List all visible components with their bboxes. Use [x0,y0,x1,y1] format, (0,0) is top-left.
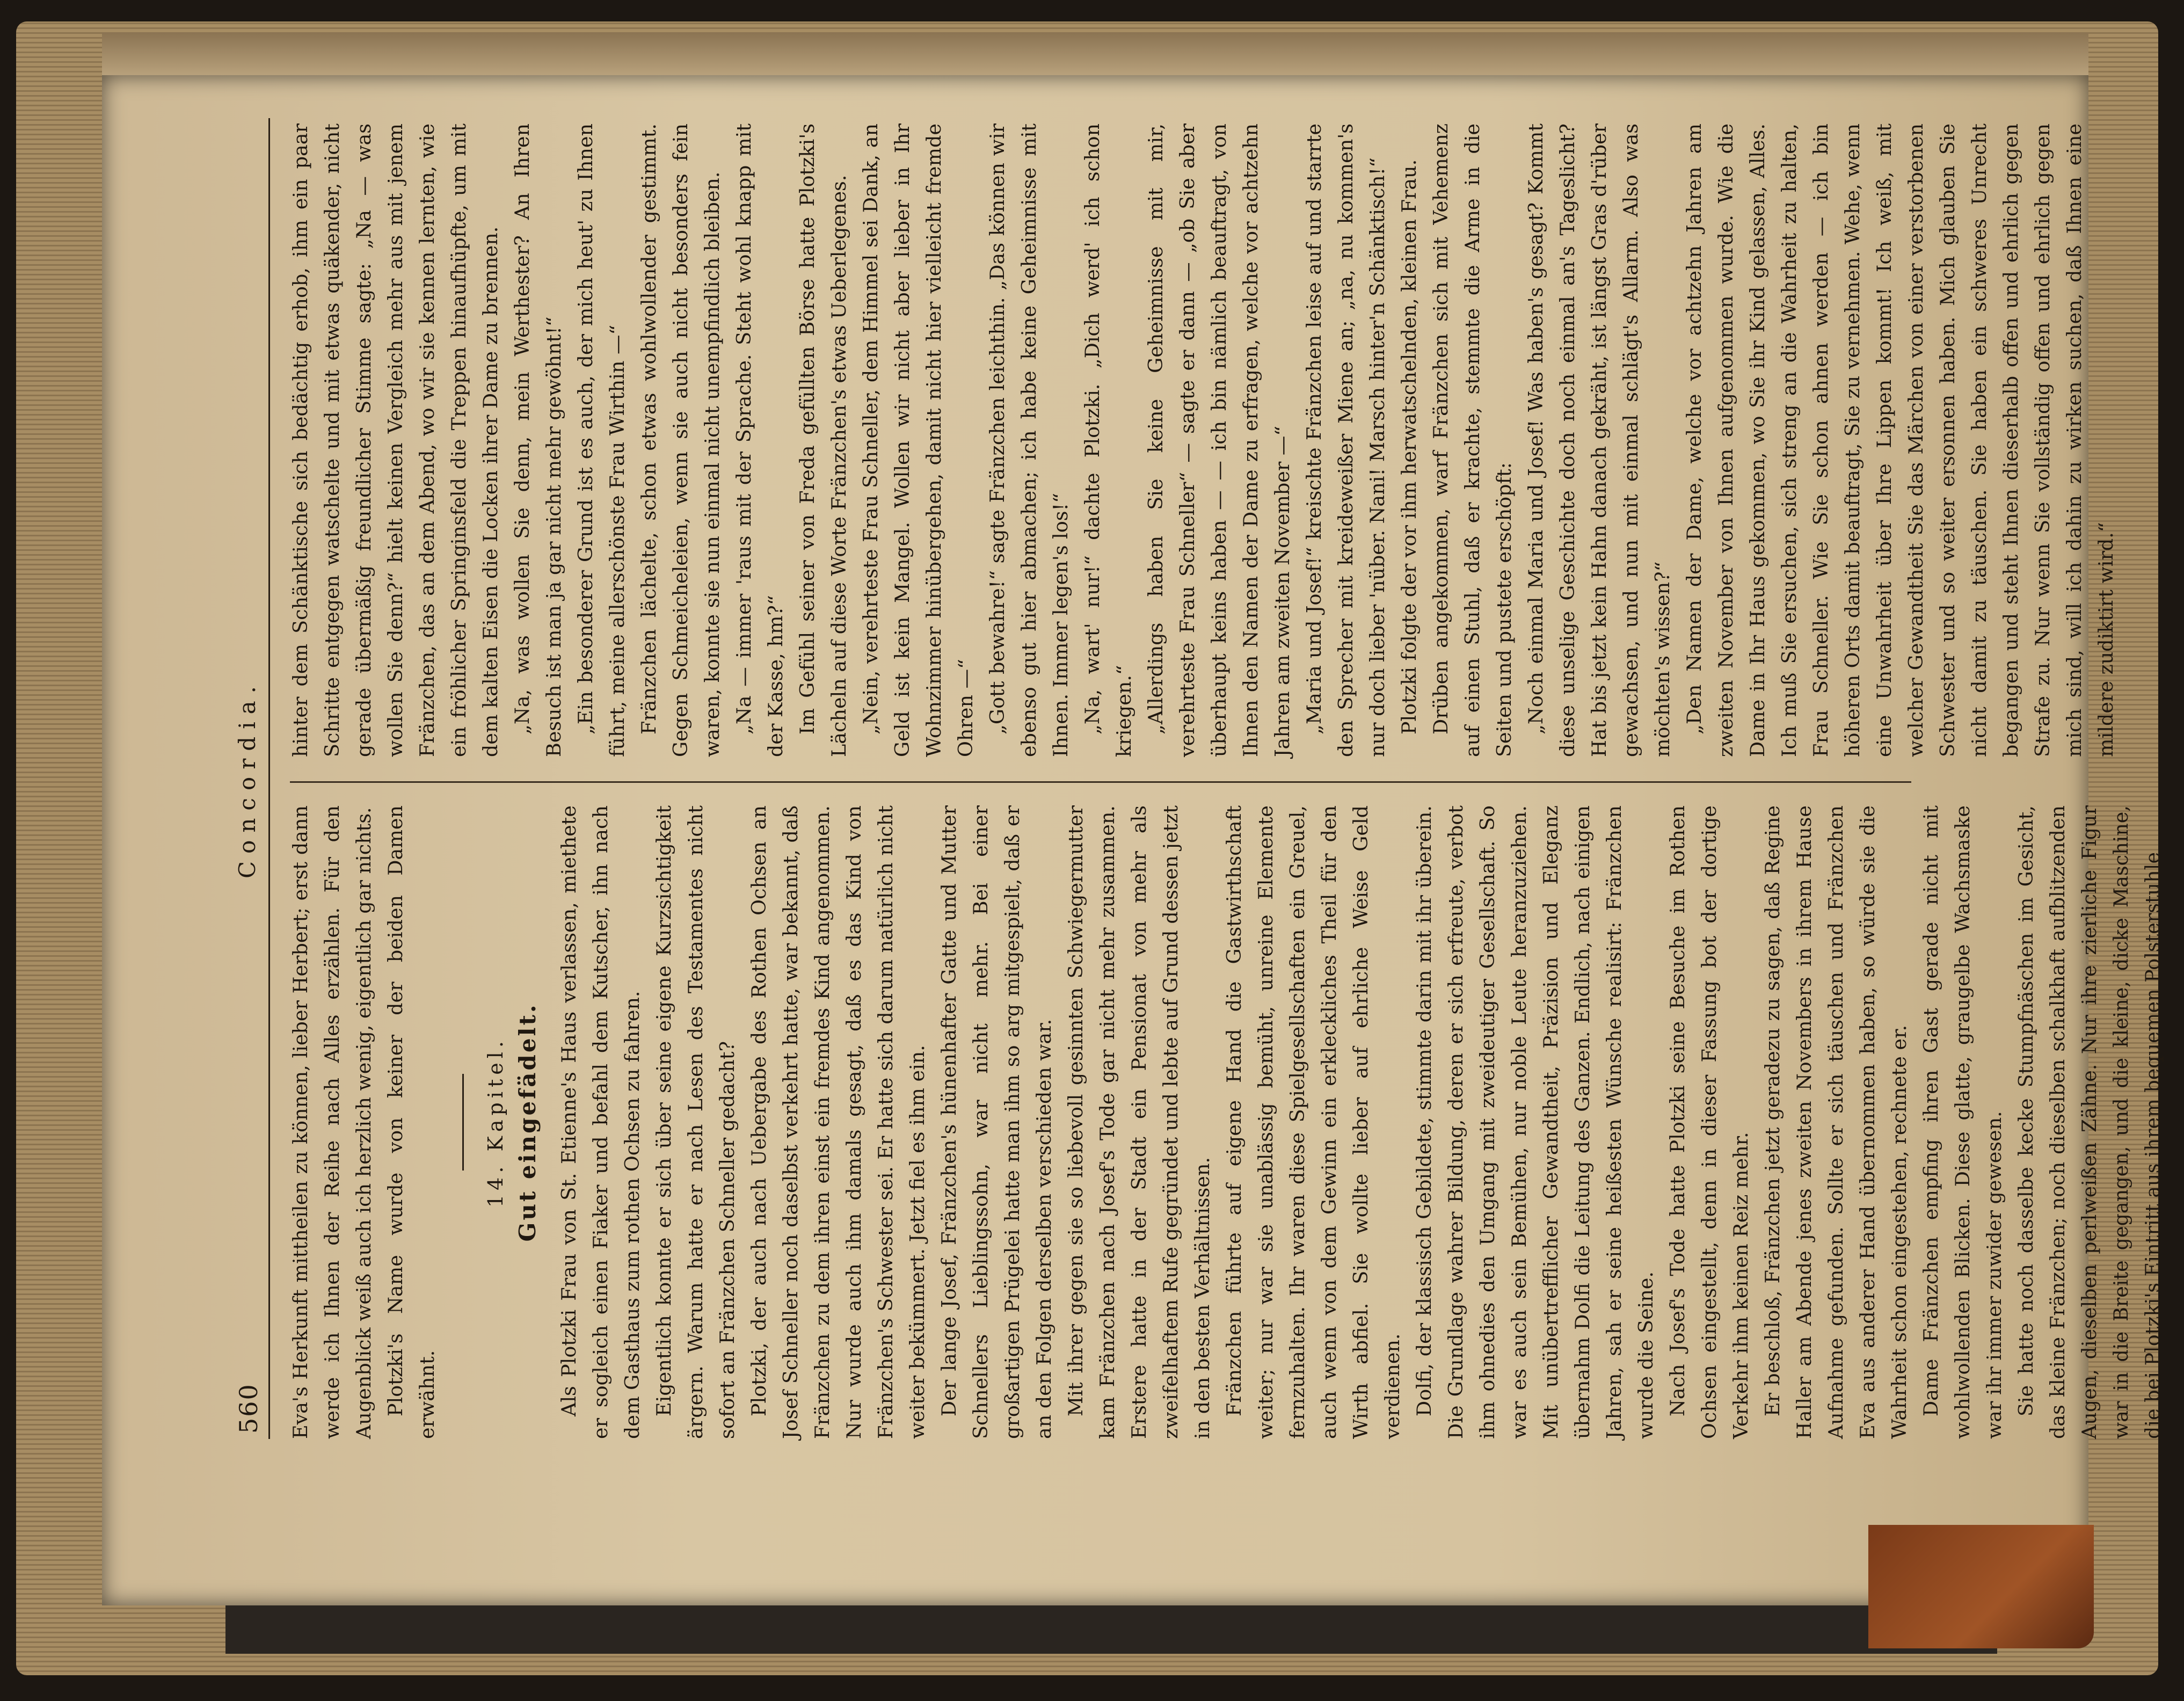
divider-rule [462,1074,464,1171]
paragraph: Eva's Herkunft mittheilen zu können, lieber Herbert; erst dann werde ich Ihnen der Reihe nach Alles erzählen. Für den Augenblick weiß auch ich herzlich wenig, eigentlich gar nichts. [289,805,375,1439]
paragraph: Mit ihrer gegen sie so liebevoll gesinnten Schwiegermutter kam Fränzchen nach Josef's Tode gar nicht mehr zusammen. Erstere hatte in der Stadt ein Pensionat von mehr als zweifelhaftem Rufe gegründet und lebte auf Grund dessen jetzt in den besten Verhältnissen. [1064,805,1214,1439]
paragraph: Dame Fränzchen empfing ihren Gast gerade nicht mit wohlwollenden Blicken. Diese glatte, graugelbe Wachsmaske war ihr immer zuwider gewesen. [1919,805,2006,1439]
paragraph: Im Gefühl seiner von Freda gefüllten Börse hatte Plotzki's Lächeln auf diese Worte Fränzchen's etwas Ueberlegenes. [796,123,850,757]
paragraph: Fränzchen führte auf eigene Hand die Gastwirthschaft weiter; nur war sie unablässig bemüht, unreine Elemente fernzuhalten. Ihr waren diese Spielgesellschaften ein Greuel, auch wenn von dem Gewinn ein erkleckliches Theil für den Wirth abfiel. Sie wollte lieber auf ehrliche Weise Geld verdienen. [1222,805,1404,1439]
paragraph: „Den Namen der Dame, welche vor achtzehn Jahren am zweiten November von Ihnen aufgenommen wurde. Wie die Dame in Ihr Haus gekommen, wo Sie ihr Kind gelassen, Alles. Ich muß Sie ersuchen, sich streng an die Wahrheit zu halten, Frau Schneller. Wie Sie schon ahnen werden — ich bin höheren Orts damit beauftragt, Sie zu vernehmen. Wehe, wenn eine Unwahrheit über Ihre Lippen kommt! Ich weiß, mit welcher Gewandtheit Sie das Märchen von einer verstorbenen Schwester und so weiter ersonnen haben. Mich glauben Sie nicht damit zu täuschen. Sie haben ein schweres Unrecht begangen und steht Ihnen dieserhalb offen und ehrlich gegen Strafe zu. Nur wenn Sie vollständig offen und ehrlich gegen mich sind, will ich dahin zu wirken suchen, daß Ihnen eine mildere zudiktirt wird.“ [1683,123,2117,757]
leather-corner [1868,1525,2094,1648]
paragraph: Fränzchen lächelte, schon etwas wohlwollender gestimmt. Gegen Schmeicheleien, wenn sie auch nicht besonders fein waren, konnte sie nun einmal nicht unempfindlich bleiben. [637,123,724,757]
paragraph: „Nein, verehrteste Frau Schneller, dem Himmel sei Dank, an Geld ist kein Mangel. Wollen wir nicht aber lieber in Ihr Wohnzimmer hinübergehen, damit nicht hier vielleicht fremde Ohren —“ [859,123,977,757]
paragraph: Nach Josef's Tode hatte Plotzki seine Besuche im Rothen Ochsen eingestellt, denn in dieser Fassung bot der dortige Verkehr ihm keinen Reiz mehr. [1666,805,1752,1439]
paragraph: Plotzki folgte der vor ihm herwatschelnden, kleinen Frau. [1397,159,1421,735]
paragraph: Dolfi, der klassisch Gebildete, stimmte darin mit ihr überein. Die Grundlage wahrer Bildung, deren er sich erfreute, verbot ihm ohnedies den Umgang mit zweideutiger Gesellschaft. So war es auch sein Bemühen, nur noble Leute heranzuziehen. Mit unübertrefflicher Gewandtheit, Präzision und Eleganz übernahm Dolfi die Leitung des Ganzen. Endlich, nach einigen Jahren, sah er seine heißesten Wünsche realisirt: Fränzchen wurde die Seine. [1413,805,1657,1439]
paragraph: Plotzki's Name wurde von keiner der beiden Damen erwähnt. [384,805,439,1439]
page-text-block [231,118,2164,1439]
paragraph: hinter dem Schänktische sich bedächtig erhob, ihm ein paar Schritte entgegen watschelte und mit etwas quäkender, nicht gerade übermäßig freundlicher Stimme sagte: „Na — was wollen Sie denn?“ hielt keinen Vergleich mehr aus mit jenem Fränzchen, das an dem Abend, wo wir sie kennen lernten, wie ein fröhlicher Springinsfeld die Treppen hinaufhüpfte, um mit dem kalten Eisen die Locken ihrer Dame zu brennen. [289,123,502,757]
paragraph: „Maria und Josef!“ kreischte Fränzchen leise auf und starrte den Sprecher mit kreideweißer Miene an; „na, nu kommen's nur doch lieber 'nüber. Nani! Marsch hinter'n Schänktisch!“ [1302,123,1389,757]
paragraph: „Gott bewahre!“ sagte Fränzchen leichthin. „Das können wir ebenso gut hier abmachen; ich habe keine Geheimnisse mit Ihnen. Immer legen's los!“ [986,123,1072,757]
paragraph: „Na, was wollen Sie denn, mein Werthester? An Ihren Besuch ist man ja gar nicht mehr gewöhnt!“ [511,123,565,757]
running-title: Concordia. [234,678,260,879]
paragraph: Eigentlich konnte er sich über seine eigene Kurzsichtigkeit ärgern. Warum hatte er nach Lesen des Testamentes nicht sofort an Fränzchen Schneller gedacht? [652,805,739,1439]
paragraph: Plotzki, der auch nach Uebergabe des Rothen Ochsen an Josef Schneller noch daselbst verkehrt hatte, war bekannt, daß Fränzchen zu dem ihren einst ein fremdes Kind angenommen. Nur wurde auch ihm damals gesagt, daß es das Kind von Fränzchen's Schwester sei. Er hatte sich darum natürlich nicht weiter bekümmert. Jetzt fiel es ihm ein. [747,805,929,1439]
book-binding [225,1605,1997,1654]
left-column [285,805,2164,1439]
paragraph: Als Plotzki Frau von St. Etienne's Haus verlassen, miethete er sogleich einen Fiaker und befahl dem Kutscher, ihn nach dem Gasthaus zum rothen Ochsen zu fahren. [557,805,644,1439]
chapter-number: 14. Kapitel. [484,1036,507,1208]
page-header [231,118,270,1439]
right-column [285,123,2117,757]
paragraph: „Na, wart' nur!“ dachte Plotzki. „Dich werd' ich schon kriegen.“ [1081,123,1135,757]
paragraph: „Noch einmal Maria und Josef! Was haben's gesagt? Kommt diese unselige Geschichte doch noch einmal an's Tageslicht? Hat bis jetzt kein Hahn danach gekräht, ist längst Gras d'rüber gewachsen, und nun mit einmal schlägt's Allarm. Also was möchten's wissen?“ [1524,123,1674,757]
column-divider [290,781,1911,783]
paragraph: „Na — immer 'raus mit der Sprache. Steht wohl knapp mit der Kasse, hm?“ [732,123,787,757]
chapter-title: Gut eingefädelt. [514,1002,541,1242]
paragraph: Der lange Josef, Fränzchen's hünenhafter Gatte und Mutter Schnellers Lieblingssohn, war nicht mehr. Bei einer großartigen Prügelei hatte man ihm so arg mitgespielt, daß er an den Folgen derselben verschieden war. [937,805,1055,1439]
paragraph: „Allerdings haben Sie keine Geheimnisse mit mir, verehrteste Frau Schneller“ — sagte er dann — „ob Sie aber überhaupt keins haben — — ich bin nämlich beauftragt, von Ihnen den Namen der Dame zu erfragen, welche vor achtzehn Jahren am zweiten November —“ [1144,123,1294,757]
paragraph: Er beschloß, Fränzchen jetzt geradezu zu sagen, daß Regine Haller am Abende jenes zweiten Novembers in ihrem Hause Aufnahme gefunden. Sollte er sich täuschen und Fränzchen Eva aus anderer Hand übernommen haben, so würde sie die Wahrheit schon eingestehen, rechnete er. [1761,805,1911,1439]
page-number: 560 [234,1383,263,1434]
paragraph: Drüben angekommen, warf Fränzchen sich mit Vehemenz auf einen Stuhl, daß er krachte, stemmte die Arme in die Seiten und pustete erschöpft: [1429,123,1516,757]
paragraph: Sie hatte noch dasselbe kecke Stumpfnäschen im Gesicht, das kleine Fränzchen; noch dieselben schalkhaft aufblitzenden Augen, dieselben perlweißen Zähne. Nur ihre zierliche Figur war in die Breite gegangen, und die kleine, dicke Maschine, die bei Plotzki's Eintritt aus ihrem bequemen Polsterstuhle [2014,805,2164,1439]
paragraph: „Ein besonderer Grund ist es auch, der mich heut' zu Ihnen führt, meine allerschönste Frau Wirthin —“ [574,123,629,757]
